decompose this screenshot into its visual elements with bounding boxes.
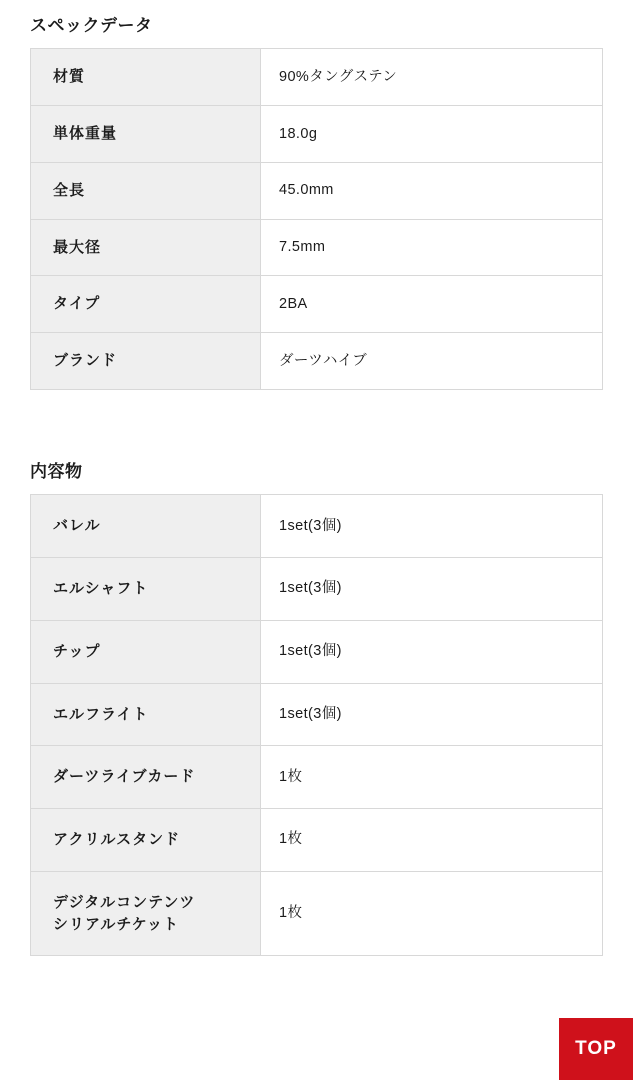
spec-row-value: 90%タングステン xyxy=(261,49,603,106)
spec-table xyxy=(30,48,603,390)
table-row xyxy=(31,106,603,163)
spec-row-value: ダーツハイブ xyxy=(261,333,603,390)
contents-row-label: アクリルスタンド xyxy=(31,809,261,872)
spec-row-label: 単体重量 xyxy=(31,106,261,163)
spec-row-label: 最大径 xyxy=(31,219,261,276)
table-row xyxy=(31,219,603,276)
table-row xyxy=(31,558,603,621)
table-row xyxy=(31,809,603,872)
table-row xyxy=(31,49,603,106)
contents-row-value: 1set(3個) xyxy=(261,620,603,683)
spec-section-title: スペックデータ xyxy=(30,16,153,35)
spec-row-value: 18.0g xyxy=(261,106,603,163)
contents-row-value: 1枚 xyxy=(261,871,603,956)
contents-row-label: エルフライト xyxy=(31,683,261,746)
back-to-top-button[interactable]: TOP xyxy=(559,1018,633,1080)
spec-section xyxy=(0,0,633,390)
table-row xyxy=(31,162,603,219)
contents-row-label: バレル xyxy=(31,495,261,558)
table-row xyxy=(31,620,603,683)
contents-section-title: 内容物 xyxy=(30,461,83,481)
table-row xyxy=(31,871,603,956)
contents-section xyxy=(0,446,633,956)
table-row xyxy=(31,495,603,558)
contents-row-label: チップ xyxy=(31,620,261,683)
table-row xyxy=(31,746,603,809)
contents-row-value: 1枚 xyxy=(261,809,603,872)
spec-row-value: 7.5mm xyxy=(261,219,603,276)
spec-row-label: 材質 xyxy=(31,49,261,106)
spec-row-label: 全長 xyxy=(31,162,261,219)
contents-row-value: 1set(3個) xyxy=(261,683,603,746)
contents-table xyxy=(30,494,603,956)
spec-row-value: 45.0mm xyxy=(261,162,603,219)
contents-row-value: 1set(3個) xyxy=(261,558,603,621)
table-row xyxy=(31,683,603,746)
contents-row-label: ダーツライブカード xyxy=(31,746,261,809)
spec-row-label: タイプ xyxy=(31,276,261,333)
contents-row-label: エルシャフト xyxy=(31,558,261,621)
table-row xyxy=(31,276,603,333)
spec-row-value: 2BA xyxy=(261,276,603,333)
contents-row-value: 1set(3個) xyxy=(261,495,603,558)
spec-row-label: ブランド xyxy=(31,333,261,390)
table-row xyxy=(31,333,603,390)
contents-row-label: デジタルコンテンツ シリアルチケット xyxy=(31,871,261,956)
contents-row-value: 1枚 xyxy=(261,746,603,809)
section-divider-space xyxy=(0,390,633,446)
